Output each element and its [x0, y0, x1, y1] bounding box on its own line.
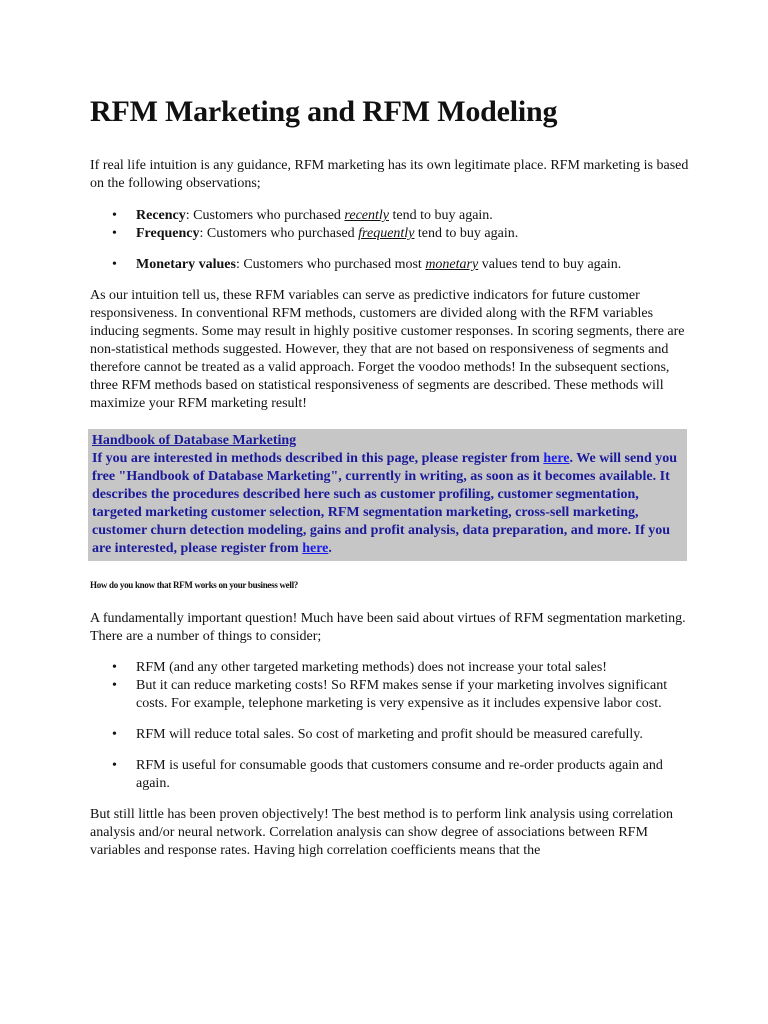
list-item: • But it can reduce marketing costs! So RFM makes sense if your marketing involves significant costs. For example, telephone marketing is very expensive as it includes expensive labor cost.: [136, 677, 690, 713]
recency-post: tend to buy again.: [389, 208, 493, 223]
observations-list-monetary: [90, 256, 690, 274]
list-item-recency: [136, 207, 690, 225]
link-analysis-paragraph: But still little has been proven objectively! The best method is to perform link analysis using correlation analysis and/or neural network. Correlation analysis can show degree of associations between RFM variables and response rates. Having high correlation coefficients means that the: [90, 807, 673, 858]
handbook-text-1: If you are interested in methods described in this page, please register from: [92, 451, 544, 466]
frequency-post: tend to buy again.: [414, 226, 519, 241]
rfm-intuition-paragraph: As our intuition tell us, these RFM variables can serve as predictive indicators for future customer responsiveness. In conventional RFM methods, customers are divided along with the RFM variables inducing segments. Some may result in highly positive customer responses. In scoring segments, there are non-statistical methods suggested. However, they that are not based on responsiveness of segments and therefore cannot be treated as a valid approach. Forget the voodoo methods! In the subsequent sections, three RFM methods based on statistical responsiveness of segments are described. These methods will maximize your RFM marketing result!: [90, 288, 685, 411]
term-frequency: Frequency: [136, 226, 200, 241]
frequency-pre: : Customers who purchased: [199, 226, 359, 241]
term-recency: Recency: [136, 208, 186, 223]
register-here-link-2[interactable]: here: [302, 541, 329, 556]
handbook-text-3: .: [328, 541, 332, 556]
monetary-pre: : Customers who purchased most: [235, 257, 426, 272]
list-item: • RFM will reduce total sales. So cost of marketing and profit should be measured carefully.: [136, 726, 690, 744]
question-paragraph: A fundamentally important question! Much have been said about virtues of RFM segmentation marketing. There are a number of things to consider;: [90, 611, 686, 644]
list-item: • RFM is useful for consumable goods that customers consume and re-order products again and again.: [136, 757, 690, 793]
observations-list: [90, 207, 690, 243]
recency-pre: : Customers who purchased: [185, 208, 345, 223]
list-item-monetary: [136, 256, 690, 274]
considerations-list: [90, 659, 690, 793]
monetary-post: values tend to buy again.: [478, 257, 622, 272]
list-item-frequency: [136, 225, 690, 243]
handbook-text-2: . We will send you free "Handbook of Database Marketing", currently in writing, as soon as it becomes available. It describes the procedures described here such as customer profiling, customer segmentation, targeted marketing customer selection, RFM segmentation marketing, cross-sell marketing, customer churn detection modeling, gains and profit analysis, data preparation, and more. If you are interested, please register from: [92, 451, 678, 556]
register-here-link-1[interactable]: here: [543, 451, 570, 466]
section-subheading: How do you know that RFM works on your business well?: [90, 580, 298, 590]
recency-emph: recently: [344, 208, 389, 223]
page-title: RFM Marketing and RFM Modeling: [90, 95, 558, 128]
monetary-emph: monetary: [425, 257, 479, 272]
frequency-emph: frequently: [358, 226, 415, 241]
handbook-callout: [88, 429, 687, 561]
intro-paragraph: If real life intuition is any guidance, RFM marketing has its own legitimate place. RFM marketing is based on the following observations;: [90, 158, 689, 191]
list-item: • RFM (and any other targeted marketing methods) does not increase your total sales!: [136, 659, 690, 677]
document-content: [90, 93, 690, 860]
handbook-title-link[interactable]: Handbook of Database Marketing: [92, 433, 297, 448]
term-monetary: Monetary values: [136, 257, 236, 272]
